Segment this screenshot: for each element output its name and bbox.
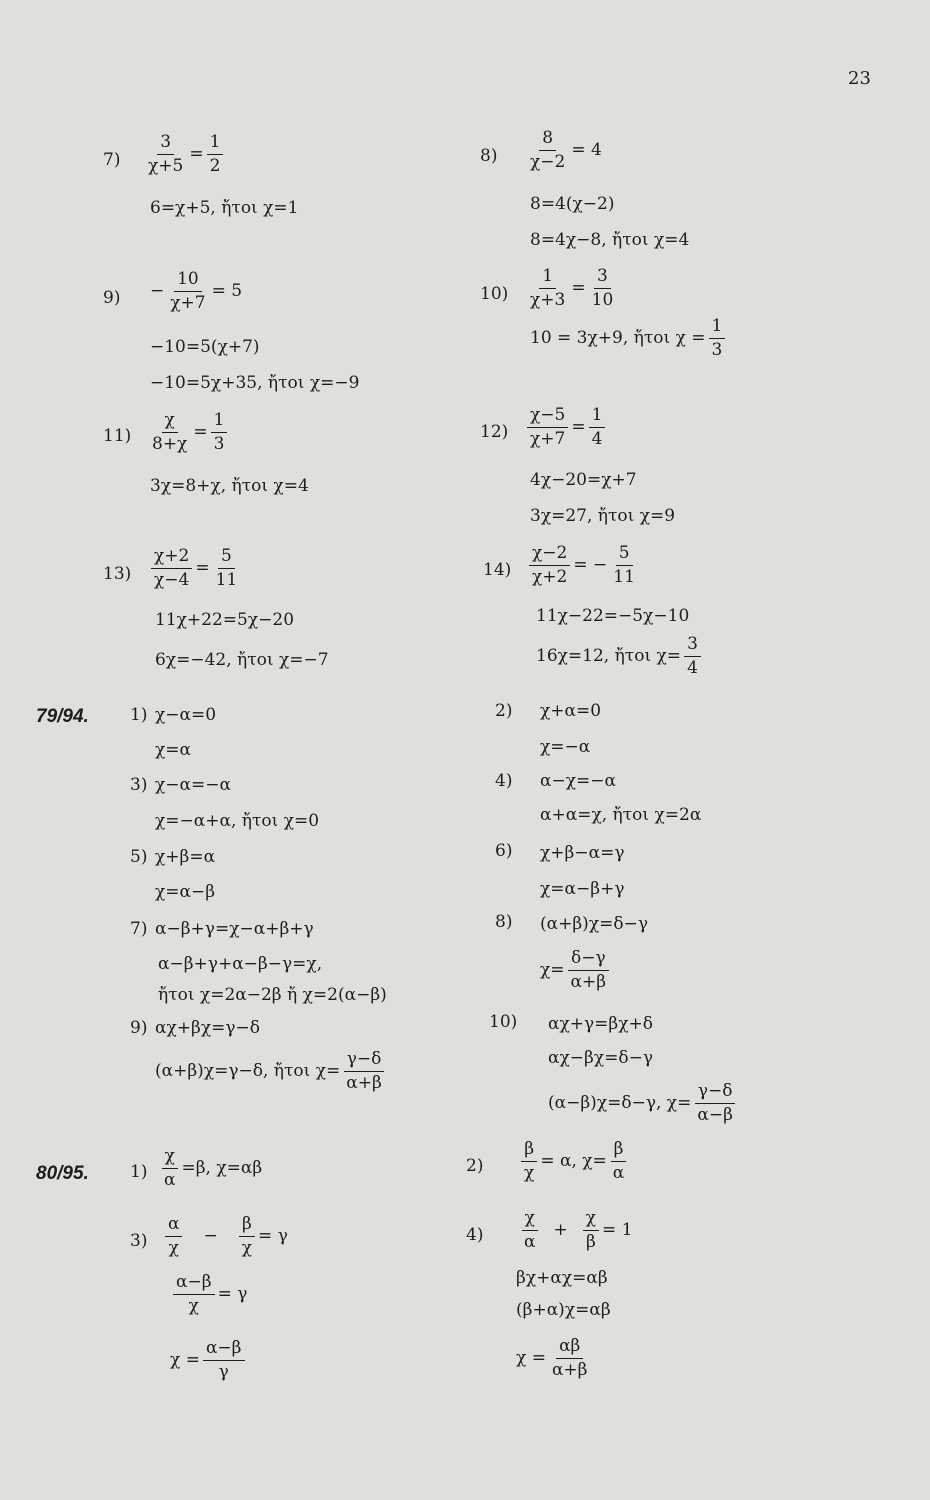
ex79-q9-label: 9) [130, 1018, 148, 1038]
fraction [161, 1148, 178, 1190]
step-text: (α−β)χ=δ−γ, χ= [548, 1093, 692, 1114]
ex79-q8-step-1: (α+β)χ=δ−γ [540, 914, 649, 934]
ex80-q4-step-3 [516, 1338, 594, 1380]
ex79-q2-step-2: χ=−α [540, 737, 591, 757]
ex79-q4-step-2: α+α=χ, ἤτοι χ=2α [540, 805, 702, 825]
fraction [527, 407, 568, 449]
ex79-q3-step-2: χ=−α+α, ἤτοι χ=0 [155, 811, 320, 831]
ex79-q9-step-2 [155, 1051, 388, 1093]
numerator: 5 [616, 545, 633, 566]
denominator: 3 [711, 339, 723, 360]
fraction [589, 407, 606, 449]
denominator: 11 [613, 566, 635, 587]
denominator: α [164, 1169, 176, 1190]
ex79-q6-step-2: χ=α−β+γ [540, 879, 625, 899]
fraction [211, 412, 228, 454]
problem-7-label: 7) [103, 150, 121, 170]
denominator: α+β [570, 971, 607, 992]
numerator: χ [162, 1148, 178, 1169]
problem-8-step-2: 8=4χ−8, ἤτοι χ=4 [530, 230, 690, 250]
denominator: χ+7 [530, 428, 566, 449]
ex79-q9-step-1: αχ+βχ=γ−δ [155, 1018, 261, 1038]
ex79-q1-step-1: χ−α=0 [155, 705, 217, 725]
denominator: χ [524, 1162, 535, 1183]
denominator: α [524, 1231, 536, 1252]
equation-rhs: = γ [258, 1226, 288, 1247]
numerator: χ+2 [151, 548, 192, 569]
denominator: 10 [591, 289, 614, 310]
problem-12-step-2: 3χ=27, ἤτοι χ=9 [530, 506, 676, 526]
denominator: χ−4 [154, 569, 190, 590]
equation-rhs: = 1 [602, 1220, 633, 1241]
problem-12-step-1: 4χ−20=χ+7 [530, 470, 637, 490]
ex79-q7-step-1: α−β+γ=χ−α+β+γ [155, 919, 314, 939]
problem-9-step-1: −10=5(χ+7) [150, 337, 260, 357]
fraction [173, 1274, 215, 1316]
problem-8-label: 8) [480, 146, 498, 166]
ex79-q10-step-1: αχ+γ=βχ+δ [548, 1014, 654, 1034]
equals-sign: = [195, 558, 210, 579]
page-number: 23 [848, 68, 871, 89]
fraction [145, 134, 186, 176]
fraction [589, 268, 617, 310]
denominator: χ [168, 1237, 179, 1258]
numerator: χ [162, 412, 178, 433]
fraction [239, 1216, 255, 1258]
ex79-q4-step-1: α−χ=−α [540, 771, 616, 791]
fraction [527, 268, 568, 310]
ex79-q6-step-1: χ+β−α=γ [540, 843, 625, 863]
problem-10-step [530, 318, 728, 360]
denominator: χ+7 [170, 292, 206, 313]
problem-13-step-2: 6χ=−42, ἤτοι χ=−7 [155, 650, 329, 670]
ex79-q3-label: 3) [130, 775, 148, 795]
step-text: 10 = 3χ+9, ἤτοι χ = [530, 328, 706, 349]
denominator: β [585, 1231, 596, 1252]
fraction [694, 1083, 736, 1125]
denominator: 3 [213, 433, 225, 454]
numerator: α [165, 1216, 182, 1237]
fraction [521, 1210, 538, 1252]
denominator: χ+3 [530, 289, 566, 310]
equals-sign: = [571, 417, 586, 438]
denominator: 2 [209, 155, 221, 176]
step-text: χ = [516, 1348, 546, 1369]
problem-13-equation [148, 548, 243, 590]
numerator: 5 [218, 548, 235, 569]
denominator: 4 [687, 657, 698, 678]
ex80-q1-equation [158, 1148, 262, 1190]
step-text: χ= [540, 960, 565, 981]
ex80-q3-label: 3) [130, 1231, 148, 1251]
numerator: 3 [684, 636, 701, 657]
problem-11-label: 11) [103, 426, 132, 446]
ex80-q4-equation [518, 1210, 633, 1252]
problem-9-label: 9) [103, 288, 121, 308]
fraction [149, 412, 190, 454]
numerator: α−β [203, 1340, 245, 1361]
minus-sign: − [203, 1226, 218, 1247]
section-79-94-heading: 79/94. [36, 706, 89, 727]
ex79-q10-label: 10) [489, 1012, 518, 1032]
step-text: 16χ=12, ἤτοι χ= [536, 646, 682, 667]
ex80-q4-step-1: βχ+αχ=αβ [516, 1268, 608, 1288]
numerator: 1 [539, 268, 556, 289]
numerator: χ−5 [527, 407, 568, 428]
ex79-q7-label: 7) [130, 919, 148, 939]
ex79-q5-step-2: χ=α−β [155, 882, 216, 902]
ex79-q2-label: 2) [495, 701, 513, 721]
problem-7-step: 6=χ+5, ἤτοι χ=1 [150, 198, 299, 218]
numerator: 1 [589, 407, 606, 428]
problem-8-equation [524, 130, 602, 172]
problem-14-label: 14) [483, 560, 512, 580]
problem-11-step: 3χ=8+χ, ἤτοι χ=4 [150, 476, 309, 496]
numerator: γ−δ [695, 1083, 736, 1104]
ex80-q2-label: 2) [466, 1156, 484, 1176]
minus-sign: − [150, 281, 165, 302]
denominator: 4 [591, 428, 603, 449]
fraction [151, 548, 192, 590]
step-text: (α+β)χ=γ−δ, ἤτοι χ= [155, 1061, 341, 1082]
ex80-q3-step-2 [170, 1340, 248, 1382]
denominator: α+β [551, 1359, 588, 1380]
ex79-q8-step-2 [540, 950, 612, 992]
numerator: 8 [539, 130, 556, 151]
fraction [709, 318, 726, 360]
numerator: 1 [211, 412, 228, 433]
fraction [684, 636, 701, 678]
denominator: χ [188, 1295, 199, 1316]
denominator: α+β [346, 1072, 382, 1093]
problem-9-equation [150, 271, 242, 313]
equals-sign: = [189, 144, 204, 165]
numerator: 1 [709, 318, 726, 339]
ex80-q1-label: 1) [130, 1162, 148, 1182]
numerator: 1 [207, 134, 224, 155]
ex79-q10-step-3 [548, 1083, 739, 1125]
ex79-q5-step-1: χ+β=α [155, 847, 216, 867]
numerator: χ [583, 1210, 599, 1231]
numerator: α−β [173, 1274, 215, 1295]
fraction [203, 1340, 245, 1382]
problem-12-equation [524, 407, 608, 449]
fraction [207, 134, 224, 176]
numerator: β [521, 1141, 537, 1162]
fraction [568, 950, 610, 992]
plus-sign: + [553, 1220, 568, 1241]
numerator: β [611, 1141, 627, 1162]
numerator: 3 [157, 134, 174, 155]
problem-13-label: 13) [103, 564, 132, 584]
denominator: χ+2 [532, 566, 568, 587]
fraction [167, 271, 208, 313]
denominator: χ+5 [148, 155, 184, 176]
fraction [343, 1051, 385, 1093]
problem-8-step-1: 8=4(χ−2) [530, 194, 615, 214]
equation-rhs: = 4 [571, 140, 602, 161]
ex79-q1-step-2: χ=α [155, 740, 192, 760]
numerator: χ [522, 1210, 538, 1231]
ex79-q10-step-2: αχ−βχ=δ−γ [548, 1048, 654, 1068]
denominator: χ−2 [530, 151, 566, 172]
ex79-q7-step-3: ἤτοι χ=2α−2β ἤ χ=2(α−β) [158, 985, 387, 1005]
fraction [610, 1141, 627, 1183]
problem-12-label: 12) [480, 422, 509, 442]
ex79-q6-label: 6) [495, 841, 513, 861]
section-80-95-heading: 80/95. [36, 1163, 89, 1184]
fraction [549, 1338, 591, 1380]
ex79-q2-step-1: χ+α=0 [540, 701, 602, 721]
ex80-q4-label: 4) [466, 1225, 484, 1245]
denominator: γ [218, 1361, 229, 1382]
ex80-q3-equation [162, 1216, 288, 1258]
ex79-q1-label: 1) [130, 705, 148, 725]
numerator: δ−γ [568, 950, 609, 971]
equation-rhs: = γ [217, 1284, 248, 1305]
denominator: 8+χ [152, 433, 188, 454]
numerator: β [239, 1216, 255, 1237]
equation-rest: =β, χ=αβ [181, 1158, 263, 1179]
numerator: χ−2 [529, 545, 570, 566]
equals-sign: = [193, 422, 208, 443]
problem-10-label: 10) [480, 284, 509, 304]
numerator: 10 [174, 271, 202, 292]
problem-14-step-2 [536, 636, 704, 678]
fraction [521, 1141, 537, 1183]
numerator: γ−δ [344, 1051, 385, 1072]
fraction [529, 545, 570, 587]
problem-14-step-1: 11χ−22=−5χ−10 [536, 606, 690, 626]
problem-14-equation [526, 545, 641, 587]
fraction [583, 1210, 599, 1252]
problem-11-equation [146, 412, 230, 454]
denominator: 11 [215, 569, 238, 590]
ex80-q3-step-1 [170, 1274, 247, 1316]
denominator: α−β [697, 1104, 733, 1125]
equation-middle: = α, χ= [540, 1151, 607, 1172]
problem-10-equation [524, 268, 619, 310]
equals-sign: = [571, 278, 586, 299]
ex79-q8-label: 8) [495, 912, 513, 932]
equals-minus-sign: = − [573, 555, 608, 576]
problem-9-step-2: −10=5χ+35, ἤτοι χ=−9 [150, 373, 360, 393]
numerator: 3 [594, 268, 611, 289]
denominator: α [612, 1162, 625, 1183]
equation-rhs: = 5 [211, 281, 243, 302]
ex80-q4-step-2: (β+α)χ=αβ [516, 1300, 611, 1320]
problem-7-equation [142, 134, 226, 176]
problem-13-step-1: 11χ+22=5χ−20 [155, 610, 295, 630]
numerator: αβ [556, 1338, 583, 1359]
fraction [610, 545, 638, 587]
step-text: χ = [170, 1350, 200, 1371]
ex79-q7-step-2: α−β+γ+α−β−γ=χ, [158, 954, 323, 974]
fraction [527, 130, 568, 172]
fraction [165, 1216, 182, 1258]
ex79-q5-label: 5) [130, 847, 148, 867]
denominator: χ [241, 1237, 253, 1258]
ex80-q2-equation [518, 1141, 630, 1183]
fraction [213, 548, 241, 590]
ex79-q4-label: 4) [495, 771, 513, 791]
ex79-q3-step-1: χ−α=−α [155, 775, 231, 795]
